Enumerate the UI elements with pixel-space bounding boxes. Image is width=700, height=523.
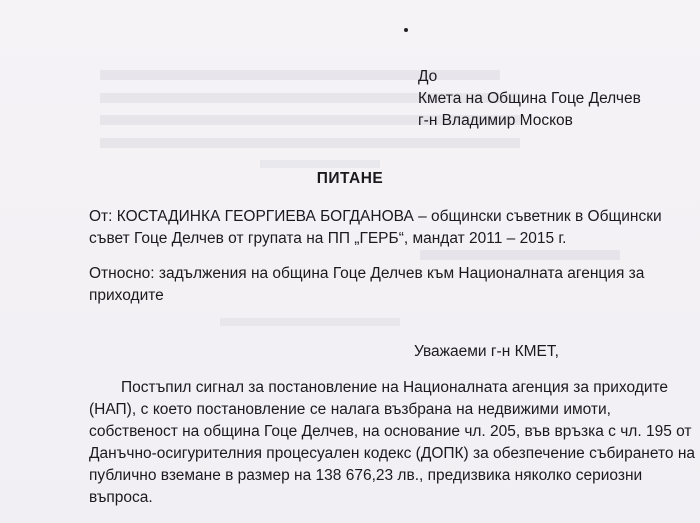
from-paragraph	[89, 206, 662, 250]
body-line-2: (НАП), с което постановление се налага възбрана на недвижими имоти,	[89, 401, 611, 418]
body-line-4: Данъчно-осигурителния процесуален кодекс (ДОПК) за обезпечение събирането на	[89, 445, 696, 462]
body-line-6: въпроса.	[89, 489, 153, 506]
body-paragraph	[89, 377, 696, 509]
subject-paragraph	[89, 263, 645, 307]
body-line-5: публично вземане в размер на 138 676,23 лв., предизвика няколко сериозни	[89, 467, 643, 484]
document-title: ПИТАНЕ	[316, 170, 384, 187]
addressee-to: До	[418, 68, 438, 85]
body-line-1: Постъпил сигнал за постановление на Националната агенция за приходите	[121, 379, 669, 396]
greeting: Уважаеми г-н КМЕТ,	[414, 343, 559, 360]
body-line-3: собственост на община Гоце Делчев, на основание чл. 205, във връзка с чл. 195 от	[89, 423, 692, 440]
addressee-office: Кмета на Община Гоце Делчев	[418, 90, 641, 107]
from-line-1: От: КОСТАДИНКА ГЕОРГИЕВА БОГДАНОВА – общински съветник в Общински	[89, 208, 662, 225]
punch-mark	[404, 28, 408, 32]
subject-line-1: Относно: задължения на община Гоце Делчев към Националната агенция за	[89, 265, 645, 282]
from-line-2: съвет Гоце Делчев от групата на ПП „ГЕРБ“, мандат 2011 – 2015 г.	[89, 230, 567, 247]
addressee-block	[418, 66, 641, 132]
subject-line-2: приходите	[89, 287, 164, 304]
addressee-name: г-н Владимир Москов	[418, 112, 573, 129]
